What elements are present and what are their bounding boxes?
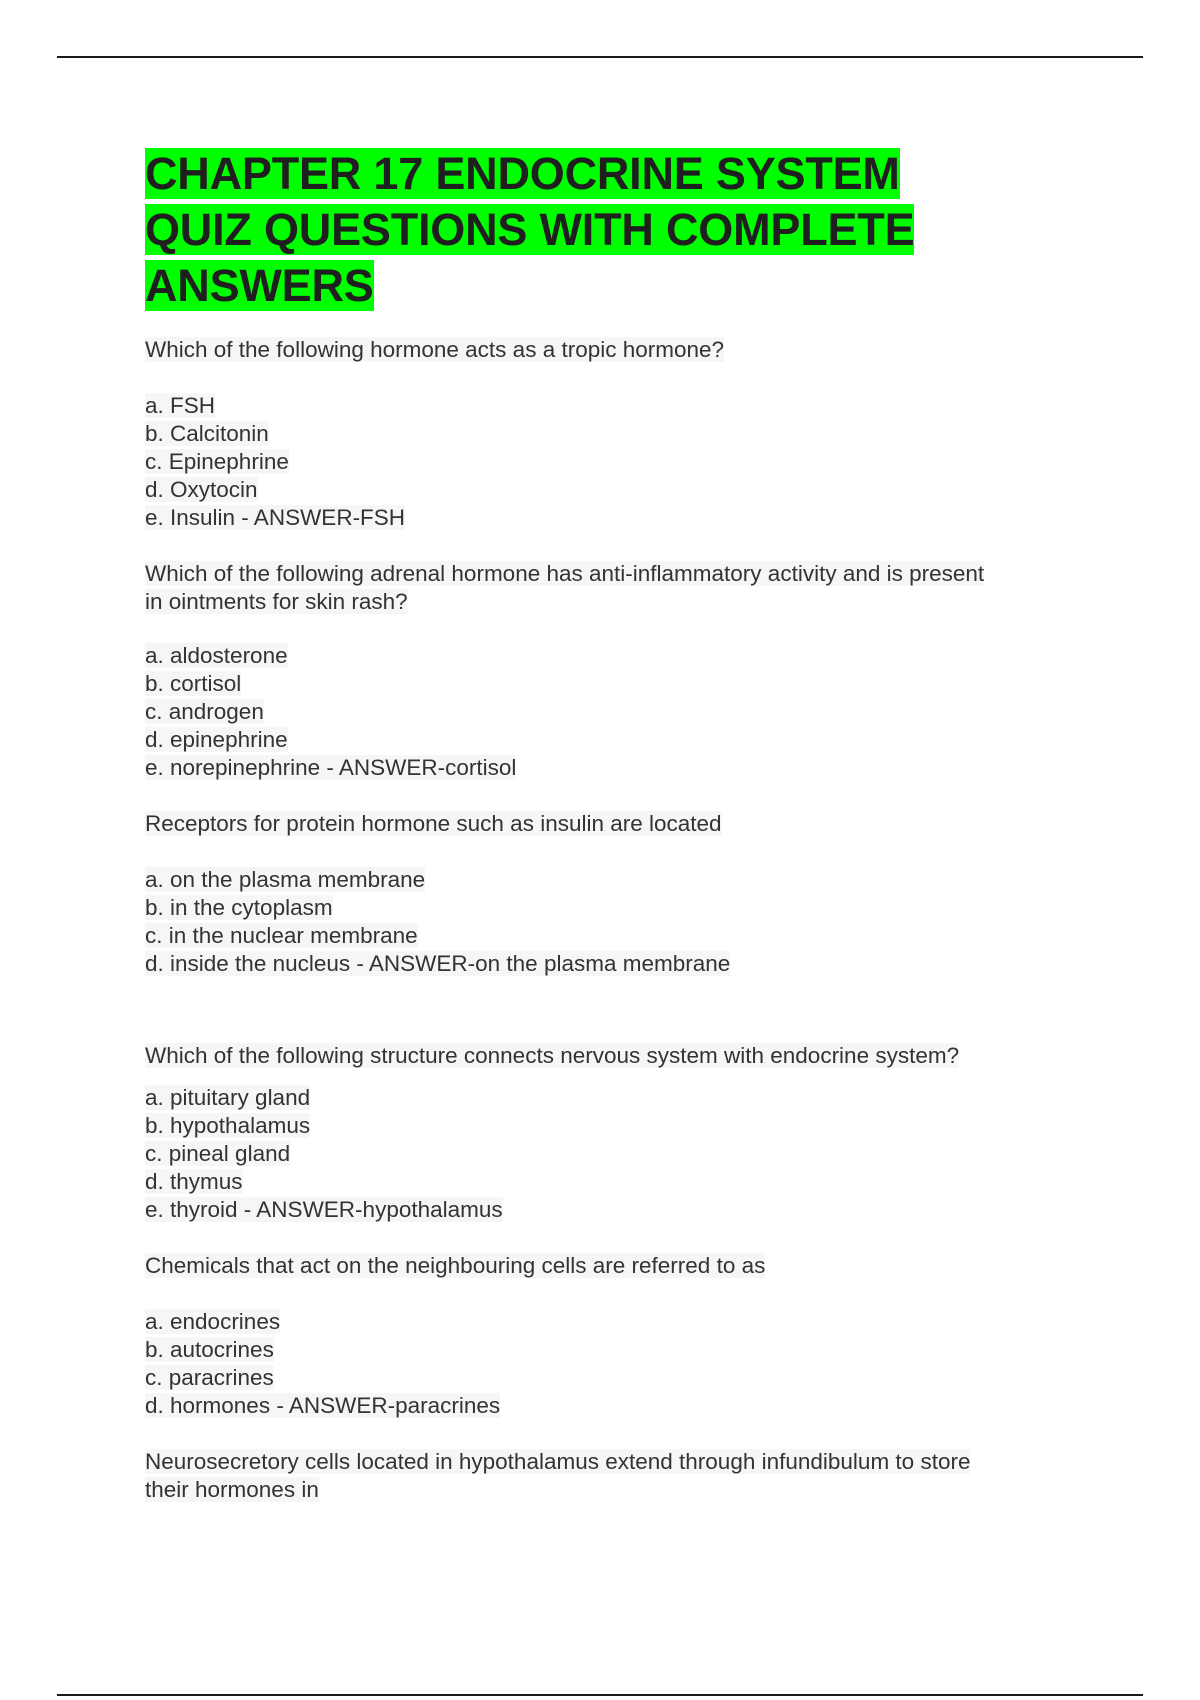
option-item: a. endocrines: [145, 1309, 281, 1334]
question-text: Receptors for protein hormone such as insulin are located: [145, 811, 722, 836]
option-item: e. norepinephrine - ANSWER-cortisol: [145, 755, 517, 780]
question-text: Which of the following structure connects nervous system with endocrine system?: [145, 1043, 960, 1068]
option-item: d. inside the nucleus - ANSWER-on the plasma membrane: [145, 951, 731, 976]
question-block: [145, 1448, 1075, 1504]
footer-rule: [57, 1694, 1143, 1696]
option-item: b. Calcitonin: [145, 421, 269, 446]
header-rule: [57, 56, 1143, 58]
option-item: a. FSH: [145, 393, 216, 418]
option-item: d. hormones - ANSWER-paracrines: [145, 1393, 501, 1418]
option-list: [145, 866, 1075, 978]
option-item: d. epinephrine: [145, 727, 288, 752]
option-item: a. on the plasma membrane: [145, 867, 426, 892]
option-item: a. aldosterone: [145, 643, 288, 668]
question-text: Which of the following hormone acts as a tropic hormone?: [145, 337, 725, 362]
document-title: [145, 146, 1075, 314]
title-line: CHAPTER 17 ENDOCRINE SYSTEM: [145, 148, 900, 199]
option-item: d. Oxytocin: [145, 477, 258, 502]
option-item: b. cortisol: [145, 671, 242, 696]
question-block: [145, 1252, 1075, 1420]
question-block: [145, 336, 1075, 532]
title-line: QUIZ QUESTIONS WITH COMPLETE: [145, 204, 915, 255]
question-block: [145, 560, 1075, 782]
option-item: e. Insulin - ANSWER-FSH: [145, 505, 406, 530]
option-item: c. Epinephrine: [145, 449, 289, 474]
document-body: [145, 146, 1075, 1504]
question-text: Chemicals that act on the neighbouring cells are referred to as: [145, 1253, 766, 1278]
option-item: c. paracrines: [145, 1365, 274, 1390]
option-item: d. thymus: [145, 1169, 243, 1194]
option-item: c. in the nuclear membrane: [145, 923, 418, 948]
option-item: a. pituitary gland: [145, 1085, 311, 1110]
title-line: ANSWERS: [145, 260, 374, 311]
question-block: [145, 810, 1075, 978]
option-list: [145, 642, 1075, 782]
option-list: [145, 392, 1075, 532]
option-item: c. androgen: [145, 699, 264, 724]
option-list: [145, 1084, 1075, 1224]
option-item: b. in the cytoplasm: [145, 895, 333, 920]
option-list: [145, 1308, 1075, 1420]
question-block: [145, 1042, 1075, 1224]
option-item: b. hypothalamus: [145, 1113, 311, 1138]
question-text: Neurosecretory cells located in hypothalamus extend through infundibulum to store their hormones in: [145, 1449, 971, 1502]
option-item: e. thyroid - ANSWER-hypothalamus: [145, 1197, 503, 1222]
question-text: Which of the following adrenal hormone has anti-inflammatory activity and is present in ointments for skin rash?: [145, 561, 985, 614]
option-item: b. autocrines: [145, 1337, 274, 1362]
option-item: c. pineal gland: [145, 1141, 291, 1166]
